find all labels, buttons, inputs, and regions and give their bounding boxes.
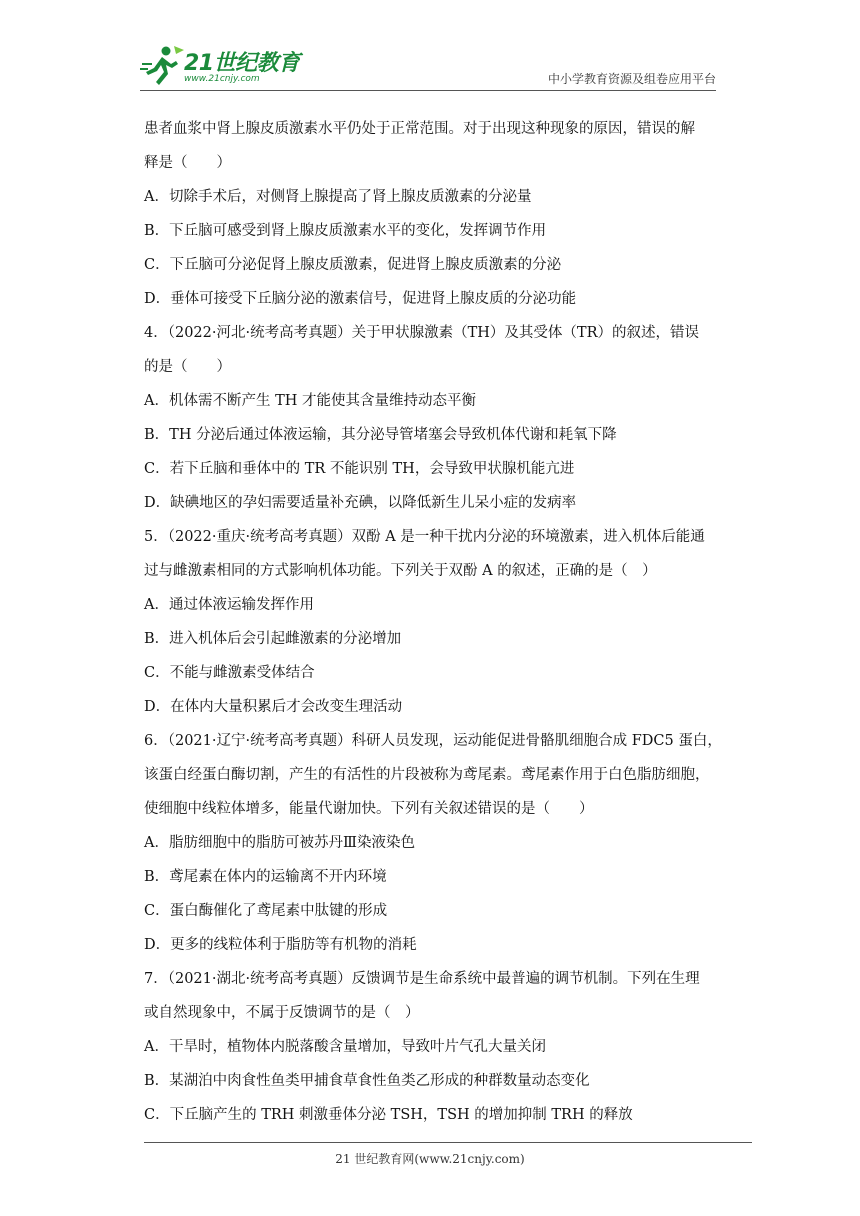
option-line: A．机体需不断产生 TH 才能使其含量维持动态平衡: [144, 393, 477, 409]
option-line: C．下丘脑产生的 TRH 刺激垂体分泌 TSH，TSH 的增加抑制 TRH 的释放: [144, 1107, 633, 1123]
site-tagline: 中小学教育资源及组卷应用平台: [547, 72, 716, 86]
header-divider: [140, 90, 716, 91]
question-line: 的是（ ）: [144, 359, 231, 375]
question-line: 4．（2022·河北·统考高考真题）关于甲状腺激素（TH）及其受体（TR）的叙述，错误: [144, 325, 699, 341]
question-line: 7．（2021·湖北·统考高考真题）反馈调节是生命系统中最普遍的调节机制。下列在生理: [144, 971, 700, 987]
running-figure-icon: [140, 44, 184, 88]
site-logo[interactable]: [140, 44, 310, 92]
option-line: B．下丘脑可感受到肾上腺皮质激素水平的变化，发挥调节作用: [144, 223, 547, 239]
logo-url: www.21cnjy.com: [184, 74, 260, 84]
option-line: C．若下丘脑和垂体中的 TR 不能识别 TH，会导致甲状腺机能亢进: [144, 461, 575, 477]
option-line: B．进入机体后会引起雌激素的分泌增加: [144, 631, 402, 647]
option-line: B．鸢尾素在体内的运输离不开内环境: [144, 869, 387, 885]
option-line: B．TH 分泌后通过体液运输，其分泌导管堵塞会导致机体代谢和耗氧下降: [144, 427, 617, 443]
question-line: 该蛋白经蛋白酶切割，产生的有活性的片段被称为鸢尾素。鸢尾素作用于白色脂肪细胞，: [144, 767, 710, 783]
page-header: [140, 40, 716, 92]
option-line: C．不能与雌激素受体结合: [144, 665, 315, 681]
text-line: 患者血浆中肾上腺皮质激素水平仍处于正常范围。对于出现这种现象的原因，错误的解: [144, 121, 695, 137]
option-line: D．缺碘地区的孕妇需要适量补充碘，以降低新生儿呆小症的发病率: [144, 495, 577, 511]
logo-text: 21世纪教育: [184, 51, 300, 76]
option-line: D．在体内大量积累后才会改变生理活动: [144, 699, 403, 715]
question-line: 或自然现象中，不属于反馈调节的是（ ）: [144, 1005, 420, 1021]
text-line: 释是（ ）: [144, 155, 231, 171]
option-line: B．某湖泊中肉食性鱼类甲捕食草食性鱼类乙形成的种群数量动态变化: [144, 1073, 590, 1089]
option-line: C．下丘脑可分泌促肾上腺皮质激素，促进肾上腺皮质激素的分泌: [144, 257, 562, 273]
option-line: A．切除手术后，对侧肾上腺提高了肾上腺皮质激素的分泌量: [144, 189, 532, 205]
option-line: A．干旱时，植物体内脱落酸含量增加，导致叶片气孔大量关闭: [144, 1039, 546, 1055]
document-body: [144, 112, 722, 1132]
question-line: 使细胞中线粒体增多，能量代谢加快。下列有关叙述错误的是（ ）: [144, 801, 594, 817]
question-line: 过与雌激素相同的方式影响机体功能。下列关于双酚 A 的叙述，正确的是（ ）: [144, 563, 657, 579]
question-line: 5．（2022·重庆·统考高考真题）双酚 A 是一种干扰内分泌的环境激素，进入机体后能通: [144, 529, 705, 545]
option-line: A．通过体液运输发挥作用: [144, 597, 314, 613]
option-line: D．垂体可接受下丘脑分泌的激素信号，促进肾上腺皮质的分泌功能: [144, 291, 577, 307]
option-line: C．蛋白酶催化了鸢尾素中肽键的形成: [144, 903, 388, 919]
footer-divider: [144, 1142, 752, 1143]
page-footer: 21 世纪教育网(www.21cnjy.com): [335, 1152, 525, 1166]
question-line: 6．（2021·辽宁·统考高考真题）科研人员发现，运动能促进骨骼肌细胞合成 FDC5 蛋白，: [144, 733, 722, 749]
option-line: A．脂肪细胞中的脂肪可被苏丹Ⅲ染液染色: [144, 835, 415, 851]
option-line: D．更多的线粒体利于脂肪等有机物的消耗: [144, 937, 417, 953]
